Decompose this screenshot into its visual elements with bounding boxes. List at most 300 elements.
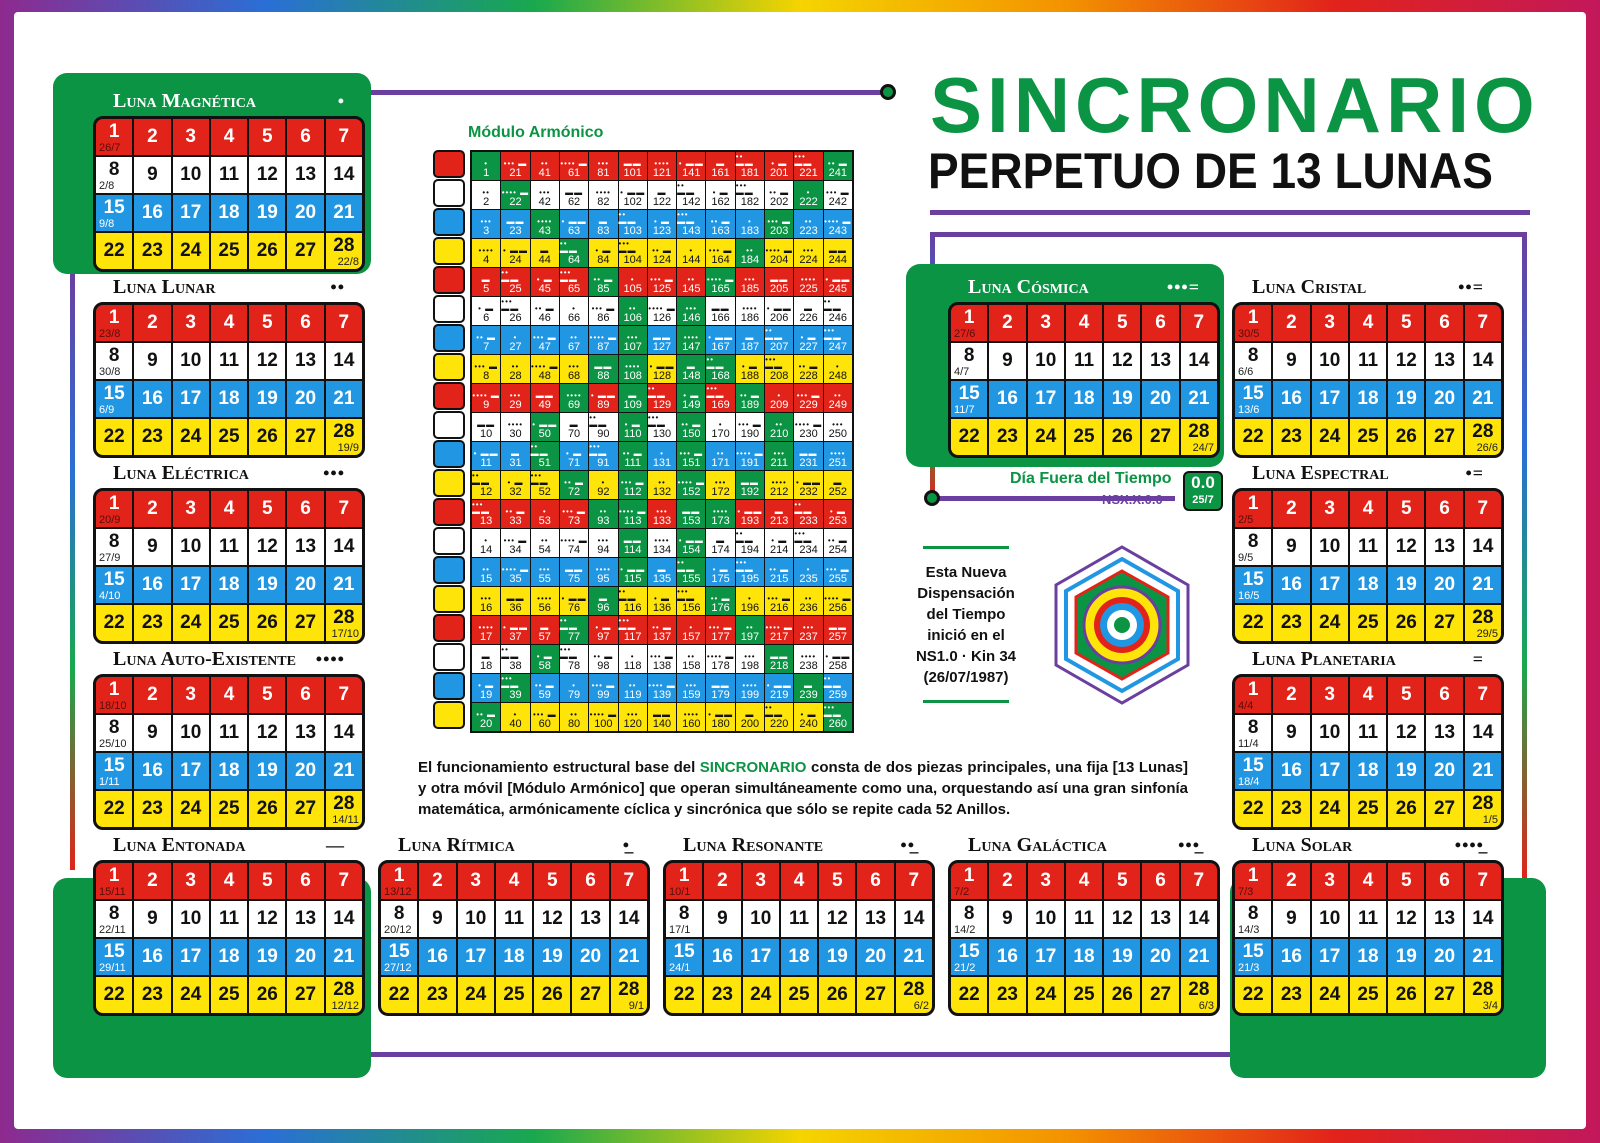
day-cell bbox=[1465, 791, 1501, 827]
solar-seal-icon bbox=[433, 701, 465, 729]
kin-cell bbox=[824, 500, 852, 528]
day-number: 26 bbox=[826, 984, 848, 1005]
day-number: 7 bbox=[1477, 312, 1489, 333]
kin-number: 58 bbox=[538, 660, 551, 672]
kin-cell bbox=[472, 616, 500, 644]
kin-number: 40 bbox=[509, 718, 522, 730]
day-cell bbox=[326, 305, 362, 341]
day-cell bbox=[211, 939, 247, 975]
kin-cell bbox=[501, 500, 529, 528]
kin-cell bbox=[589, 587, 617, 615]
kin-number: 36 bbox=[509, 602, 522, 614]
day-cell bbox=[1181, 419, 1217, 455]
day-cell bbox=[1142, 381, 1178, 417]
kin-cell bbox=[531, 152, 559, 180]
day-number: 7 bbox=[1477, 870, 1489, 891]
day-cell bbox=[572, 939, 608, 975]
day-number: 3 bbox=[470, 870, 481, 891]
tone-icon: ▬ bbox=[774, 507, 784, 516]
day-number: 10 bbox=[1319, 722, 1341, 743]
day-number: 13 bbox=[294, 722, 317, 743]
day-cell bbox=[1388, 939, 1424, 975]
kin-number: 3 bbox=[483, 225, 490, 237]
day-cell bbox=[781, 901, 817, 937]
day-number: 18 bbox=[1357, 760, 1379, 781]
day-cell bbox=[1465, 677, 1501, 713]
moon-tone-icon: •• bbox=[330, 276, 345, 297]
tone-icon: • ▬ bbox=[829, 507, 846, 516]
moon-title bbox=[93, 458, 365, 488]
kin-cell bbox=[736, 384, 764, 412]
day-number: 28 bbox=[1188, 421, 1210, 442]
kin-cell bbox=[736, 210, 764, 238]
description-before: El funcionamiento estructural base del bbox=[418, 759, 700, 776]
day-number: 17 bbox=[180, 574, 202, 595]
day-cell bbox=[1312, 343, 1348, 379]
tone-icon: •• ▬ bbox=[769, 565, 790, 574]
day-cell bbox=[1181, 381, 1217, 417]
kin-cell bbox=[677, 645, 705, 673]
kin-number: 113 bbox=[623, 515, 642, 527]
kin-cell bbox=[677, 674, 705, 702]
tone-icon: • ▬▬ bbox=[708, 333, 734, 342]
kin-cell bbox=[765, 384, 793, 412]
day-out-of-time-label: Día Fuera del Tiempo bbox=[1010, 470, 1172, 487]
day-cell bbox=[249, 677, 285, 713]
dispensation-line: (26/07/1987) bbox=[923, 669, 1009, 686]
day-number: 24 bbox=[1035, 426, 1057, 447]
tone-icon: •• ▬ bbox=[652, 246, 672, 255]
tone-icon: • ▬ bbox=[712, 188, 729, 197]
tone-icon: ••• ▬ bbox=[503, 536, 528, 545]
gregorian-date: 30/5 bbox=[1238, 328, 1260, 340]
kin-number: 28 bbox=[509, 370, 522, 382]
tone-icon: •• ▬ bbox=[534, 681, 555, 690]
tone-icon: •• ▬▬ bbox=[559, 239, 578, 255]
day-number: 19 bbox=[1111, 388, 1133, 409]
tone-icon: ••• ▬ bbox=[591, 681, 616, 690]
day-cell bbox=[134, 343, 170, 379]
tone-icon: ••• bbox=[597, 159, 610, 168]
kin-cell bbox=[736, 326, 764, 354]
day-number: 27 bbox=[294, 426, 317, 447]
kin-cell bbox=[589, 558, 617, 586]
day-number: 8 bbox=[108, 903, 120, 924]
day-cell bbox=[326, 529, 362, 565]
kin-cell bbox=[824, 239, 852, 267]
kin-number: 161 bbox=[711, 167, 730, 179]
day-cell bbox=[1465, 529, 1501, 565]
day-cell bbox=[211, 419, 247, 455]
day-cell bbox=[326, 977, 362, 1013]
day-number: 8 bbox=[963, 345, 975, 366]
kin-number: 18 bbox=[480, 660, 493, 672]
day-number: 21 bbox=[618, 946, 640, 967]
kin-cell bbox=[472, 210, 500, 238]
gregorian-date: 7/2 bbox=[954, 886, 970, 898]
day-cell bbox=[96, 977, 132, 1013]
day-cell bbox=[1426, 605, 1462, 641]
kin-number: 105 bbox=[623, 283, 642, 295]
solar-seal-icon bbox=[433, 411, 465, 439]
kin-number: 23 bbox=[509, 225, 522, 237]
day-number: 17 bbox=[1319, 388, 1341, 409]
kin-cell bbox=[531, 239, 559, 267]
day-cell bbox=[1273, 901, 1309, 937]
tone-icon: • ▬▬ bbox=[473, 449, 499, 458]
day-number: 2 bbox=[1286, 684, 1297, 705]
kin-number: 95 bbox=[597, 573, 610, 585]
day-cell bbox=[1465, 977, 1501, 1013]
kin-cell bbox=[736, 645, 764, 673]
dispensation-line: Esta Nueva bbox=[925, 564, 1007, 581]
kin-cell bbox=[765, 355, 793, 383]
day-cell bbox=[1350, 567, 1386, 603]
kin-cell bbox=[736, 268, 764, 296]
tone-icon: •• bbox=[511, 362, 520, 371]
day-number: 2 bbox=[1286, 312, 1297, 333]
tone-icon: • ▬▬ bbox=[766, 681, 792, 690]
solar-seal-icon bbox=[433, 179, 465, 207]
day-cell bbox=[1350, 529, 1386, 565]
tone-icon: ••• ▬▬ bbox=[559, 645, 578, 661]
tone-icon: • bbox=[484, 536, 489, 545]
tone-icon: •• ▬▬ bbox=[530, 442, 549, 458]
kin-cell bbox=[501, 442, 529, 470]
tone-icon: ▬▬ bbox=[711, 681, 730, 690]
day-number: 17 bbox=[750, 946, 772, 967]
day-cell bbox=[173, 419, 209, 455]
tone-icon: • ▬ bbox=[507, 478, 524, 487]
day-cell bbox=[534, 901, 570, 937]
day-cell bbox=[326, 381, 362, 417]
day-cell bbox=[419, 939, 455, 975]
day-number: 3 bbox=[1324, 870, 1335, 891]
kin-number: 253 bbox=[828, 515, 848, 527]
solar-seal-icon bbox=[433, 527, 465, 555]
day-cell bbox=[704, 863, 740, 899]
dispensation-rule-top bbox=[923, 546, 1009, 549]
day-cell bbox=[1235, 753, 1271, 789]
kin-number: 114 bbox=[623, 544, 642, 556]
kin-number: 245 bbox=[828, 283, 848, 295]
day-cell bbox=[249, 119, 285, 155]
day-cell bbox=[534, 939, 570, 975]
kin-cell bbox=[824, 152, 852, 180]
kin-number: 1 bbox=[483, 167, 490, 179]
kin-number: 42 bbox=[538, 196, 551, 208]
day-cell bbox=[287, 305, 323, 341]
kin-cell bbox=[824, 645, 852, 673]
tone-icon: •••• bbox=[537, 217, 553, 226]
day-number: 28 bbox=[333, 235, 355, 256]
tone-icon: ▬▬ bbox=[799, 449, 818, 458]
tone-icon: ▬▬ bbox=[506, 217, 525, 226]
tone-icon: • ▬ bbox=[566, 449, 583, 458]
day-number: 6 bbox=[1439, 870, 1450, 891]
day-cell bbox=[173, 195, 209, 231]
tone-icon: •• ▬ bbox=[827, 536, 848, 545]
day-cell bbox=[951, 901, 987, 937]
day-cell bbox=[1388, 977, 1424, 1013]
day-cell bbox=[173, 939, 209, 975]
day-cell bbox=[896, 939, 932, 975]
tone-icon: •••• bbox=[595, 565, 611, 574]
kin-number: 139 bbox=[652, 689, 672, 701]
gregorian-date: 1/5 bbox=[1482, 814, 1498, 826]
kin-number: 176 bbox=[711, 602, 730, 614]
tone-icon: • bbox=[572, 681, 576, 690]
day-cell bbox=[249, 233, 285, 269]
kin-cell bbox=[736, 239, 764, 267]
gregorian-date: 3/4 bbox=[1482, 1000, 1498, 1012]
day-cell bbox=[1028, 305, 1064, 341]
day-cell bbox=[381, 977, 417, 1013]
kin-number: 25 bbox=[509, 283, 522, 295]
tone-icon: ▬ bbox=[686, 362, 696, 371]
kin-number: 46 bbox=[538, 312, 551, 324]
day-number: 21 bbox=[333, 574, 355, 595]
kin-number: 75 bbox=[567, 573, 581, 585]
day-cell bbox=[1350, 753, 1386, 789]
day-number: 7 bbox=[1193, 870, 1205, 891]
day-number: 26 bbox=[256, 426, 278, 447]
tone-icon: ••• ▬ bbox=[826, 565, 850, 574]
gregorian-date: 14/11 bbox=[332, 814, 359, 826]
day-number: 27 bbox=[1149, 426, 1172, 447]
moon-calendar bbox=[1232, 272, 1504, 458]
day-cell bbox=[326, 901, 362, 937]
day-cell bbox=[1066, 863, 1102, 899]
day-number: 19 bbox=[256, 574, 278, 595]
day-number: 14 bbox=[333, 164, 355, 185]
day-number: 19 bbox=[256, 388, 278, 409]
kin-cell bbox=[619, 616, 647, 644]
kin-cell bbox=[501, 210, 529, 238]
day-number: 12 bbox=[1111, 908, 1133, 929]
kin-number: 109 bbox=[623, 399, 642, 411]
day-number: 6 bbox=[870, 870, 881, 891]
kin-number: 72 bbox=[567, 486, 581, 498]
day-number: 19 bbox=[1111, 946, 1133, 967]
kin-number: 196 bbox=[740, 602, 760, 614]
kin-cell bbox=[794, 645, 822, 673]
tone-icon: •••• bbox=[478, 246, 494, 255]
tone-icon: ▬ bbox=[745, 710, 755, 719]
tone-icon: ••• bbox=[539, 188, 551, 197]
day-cell bbox=[287, 381, 323, 417]
day-cell bbox=[211, 791, 247, 827]
kin-cell bbox=[794, 674, 822, 702]
day-cell bbox=[211, 529, 247, 565]
kin-cell bbox=[794, 239, 822, 267]
day-cell bbox=[1142, 419, 1178, 455]
kin-cell bbox=[706, 587, 734, 615]
day-number: 27 bbox=[1433, 426, 1456, 447]
kin-number: 195 bbox=[740, 573, 760, 585]
day-number: 10 bbox=[180, 722, 202, 743]
day-cell bbox=[381, 939, 417, 975]
day-number: 2 bbox=[1002, 870, 1013, 891]
day-cell bbox=[134, 119, 170, 155]
kin-number: 6 bbox=[483, 312, 490, 324]
day-cell bbox=[173, 791, 209, 827]
moon-calendar bbox=[93, 458, 365, 644]
kin-cell bbox=[794, 529, 822, 557]
day-cell bbox=[249, 567, 285, 603]
day-cell bbox=[1028, 419, 1064, 455]
kin-cell bbox=[531, 674, 559, 702]
day-number: 18 bbox=[503, 946, 525, 967]
kin-number: 116 bbox=[623, 602, 642, 614]
day-cell bbox=[1388, 753, 1424, 789]
day-cell bbox=[287, 901, 323, 937]
moon-tone-icon: •̲ bbox=[622, 834, 630, 855]
tone-icon: • ▬▬ bbox=[532, 420, 558, 429]
day-number: 1 bbox=[1247, 679, 1259, 700]
tone-icon: ••• ▬▬ bbox=[501, 674, 520, 690]
day-cell bbox=[1273, 863, 1309, 899]
day-number: 2 bbox=[432, 870, 443, 891]
day-number: 4 bbox=[223, 684, 235, 705]
kin-number: 170 bbox=[711, 428, 730, 440]
kin-number: 50 bbox=[538, 428, 551, 440]
day-cell bbox=[287, 939, 323, 975]
day-number: 20 bbox=[1433, 946, 1456, 967]
kin-cell bbox=[706, 674, 734, 702]
moon-name: Luna Planetaria bbox=[1252, 647, 1396, 670]
day-number: 12 bbox=[256, 350, 278, 371]
kin-cell bbox=[765, 529, 793, 557]
kin-number: 208 bbox=[770, 370, 789, 382]
tone-icon: ▬▬ bbox=[652, 333, 671, 342]
day-cell bbox=[211, 753, 247, 789]
tone-icon: • ▬▬ bbox=[620, 188, 646, 197]
kin-cell bbox=[765, 326, 793, 354]
day-number: 12 bbox=[1395, 350, 1417, 371]
moon-tone-icon: ••• bbox=[323, 462, 345, 483]
page-title: SINCRONARIO bbox=[930, 61, 1540, 149]
tone-icon: •••• bbox=[537, 594, 553, 603]
gregorian-date: 19/9 bbox=[337, 442, 359, 454]
kin-number: 223 bbox=[799, 225, 818, 237]
kin-cell bbox=[619, 297, 647, 325]
kin-number: 125 bbox=[652, 283, 672, 295]
day-cell bbox=[781, 977, 817, 1013]
tone-icon: ••• bbox=[744, 275, 756, 284]
day-number: 1 bbox=[108, 307, 120, 328]
day-cell bbox=[249, 753, 285, 789]
day-cell bbox=[1312, 605, 1348, 641]
kin-number: 143 bbox=[682, 225, 701, 237]
kin-cell bbox=[472, 674, 500, 702]
day-number: 6 bbox=[300, 126, 311, 147]
day-cell bbox=[1465, 381, 1501, 417]
day-number: 17 bbox=[180, 202, 202, 223]
moon-grid bbox=[1232, 488, 1504, 644]
day-number: 3 bbox=[1040, 312, 1051, 333]
tone-icon: •••• ▬ bbox=[531, 362, 559, 371]
kin-number: 47 bbox=[538, 341, 551, 353]
day-cell bbox=[1350, 715, 1386, 751]
kin-cell bbox=[706, 703, 734, 731]
day-number: 14 bbox=[1472, 350, 1494, 371]
day-cell bbox=[458, 977, 494, 1013]
tone-icon: ••• ▬▬ bbox=[765, 355, 784, 371]
kin-number: 33 bbox=[509, 515, 522, 527]
tone-icon: • ▬▬ bbox=[737, 507, 763, 516]
day-number: 13 bbox=[294, 536, 317, 557]
moon-grid bbox=[1232, 674, 1504, 830]
day-cell bbox=[249, 157, 285, 193]
kin-cell bbox=[560, 384, 588, 412]
kin-number: 187 bbox=[740, 341, 760, 353]
kin-cell bbox=[736, 703, 764, 731]
tone-icon: ••• bbox=[626, 710, 639, 719]
day-cell bbox=[1235, 715, 1271, 751]
kin-number: 99 bbox=[597, 689, 610, 701]
tone-icon: • bbox=[542, 507, 547, 516]
day-cell bbox=[173, 567, 209, 603]
gregorian-date: 11/7 bbox=[954, 404, 975, 416]
kin-number: 127 bbox=[652, 341, 672, 353]
day-number: 25 bbox=[788, 984, 810, 1005]
day-number: 4 bbox=[1362, 312, 1374, 333]
tone-icon: ••• ▬ bbox=[826, 188, 850, 197]
kin-number: 151 bbox=[682, 457, 701, 469]
tone-icon: ••• ▬▬ bbox=[706, 384, 725, 400]
kin-number: 212 bbox=[770, 486, 789, 498]
day-cell bbox=[1388, 791, 1424, 827]
day-number: 15 bbox=[103, 755, 125, 776]
day-number: 25 bbox=[1357, 798, 1379, 819]
kin-cell bbox=[824, 413, 852, 441]
moon-title bbox=[1232, 458, 1504, 488]
day-cell bbox=[211, 305, 247, 341]
tone-icon: •••• ▬ bbox=[736, 449, 764, 458]
day-cell bbox=[1104, 381, 1140, 417]
kin-number: 239 bbox=[799, 689, 818, 701]
day-cell bbox=[326, 157, 362, 193]
day-number: 7 bbox=[338, 126, 350, 147]
kin-cell bbox=[794, 268, 822, 296]
moon-title bbox=[93, 830, 365, 860]
kin-number: 74 bbox=[567, 544, 581, 556]
day-cell bbox=[819, 863, 855, 899]
kin-cell bbox=[472, 645, 500, 673]
day-number: 16 bbox=[1280, 574, 1302, 595]
kin-cell bbox=[706, 442, 734, 470]
description-text bbox=[418, 757, 1188, 820]
day-cell bbox=[1235, 567, 1271, 603]
kin-cell bbox=[824, 384, 852, 412]
kin-number: 210 bbox=[770, 428, 789, 440]
kin-cell bbox=[794, 152, 822, 180]
kin-cell bbox=[619, 210, 647, 238]
kin-number: 85 bbox=[597, 283, 610, 295]
kin-number: 243 bbox=[828, 225, 848, 237]
day-cell bbox=[1235, 529, 1271, 565]
tone-icon: •••• ▬ bbox=[589, 710, 618, 719]
tone-icon: •••• bbox=[713, 507, 729, 516]
kin-cell bbox=[706, 645, 734, 673]
day-number: 24 bbox=[1319, 612, 1341, 633]
kin-number: 166 bbox=[711, 312, 730, 324]
day-number: 7 bbox=[338, 312, 350, 333]
tone-icon: ••• ▬▬ bbox=[618, 239, 637, 255]
gregorian-date: 23/8 bbox=[99, 328, 121, 340]
day-cell bbox=[173, 605, 209, 641]
